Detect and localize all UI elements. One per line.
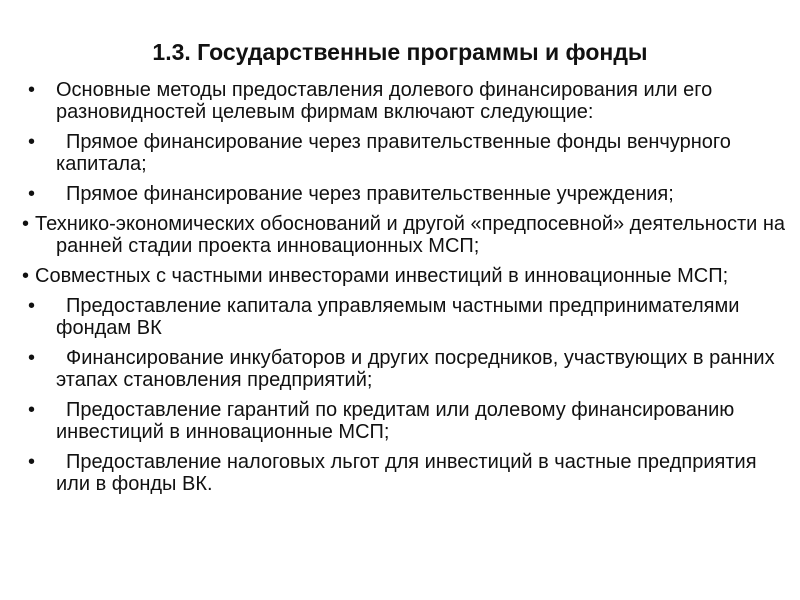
list-item-text: Технико-экономических обоснований и другой «предпосевной» деятельности на ранней стадии проекта инновационных МСП; xyxy=(35,213,786,257)
bullet-icon: • xyxy=(28,451,36,473)
list-item xyxy=(22,79,787,123)
bullet-icon: • xyxy=(22,265,30,287)
list-item xyxy=(22,347,787,391)
list-item-text: Основные методы предоставления долевого финансирования или его разновидностей целевым фирмам включают следующие: xyxy=(56,79,713,123)
bullet-icon: • xyxy=(28,347,36,369)
list-item xyxy=(22,131,787,175)
slide-title: 1.3. Государственные программы и фонды xyxy=(152,39,648,65)
list-item-text: Финансирование инкубаторов и других посредников, участвующих в ранних этапах становления предприятий; xyxy=(56,347,775,391)
list-item xyxy=(22,399,787,443)
list-item-text: Предоставление капитала управляемым частными предпринимателями фондам ВК xyxy=(56,295,740,339)
list-item xyxy=(22,295,787,339)
bullet-icon: • xyxy=(28,295,36,317)
list-item xyxy=(22,265,787,287)
bullet-icon: • xyxy=(28,131,36,153)
list-item xyxy=(22,213,787,257)
bullet-icon: • xyxy=(28,399,36,421)
list-item xyxy=(22,183,787,205)
list-item-text: Предоставление гарантий по кредитам или долевому финансированию инвестиций в инновационные МСП; xyxy=(56,399,735,443)
list-item-text: Прямое финансирование через правительственные фонды венчурного капитала; xyxy=(56,131,731,175)
bullet-list xyxy=(22,79,787,503)
bullet-icon: • xyxy=(22,213,30,235)
list-item-text: Прямое финансирование через правительственные учреждения; xyxy=(66,183,674,205)
bullet-icon: • xyxy=(28,183,36,205)
list-item-text: Предоставление налоговых льгот для инвестиций в частные предприятия или в фонды ВК. xyxy=(56,451,757,495)
list-item xyxy=(22,451,787,495)
bullet-icon: • xyxy=(28,79,36,101)
list-item-text: Совместных с частными инвесторами инвестиций в инновационные МСП; xyxy=(35,265,729,287)
